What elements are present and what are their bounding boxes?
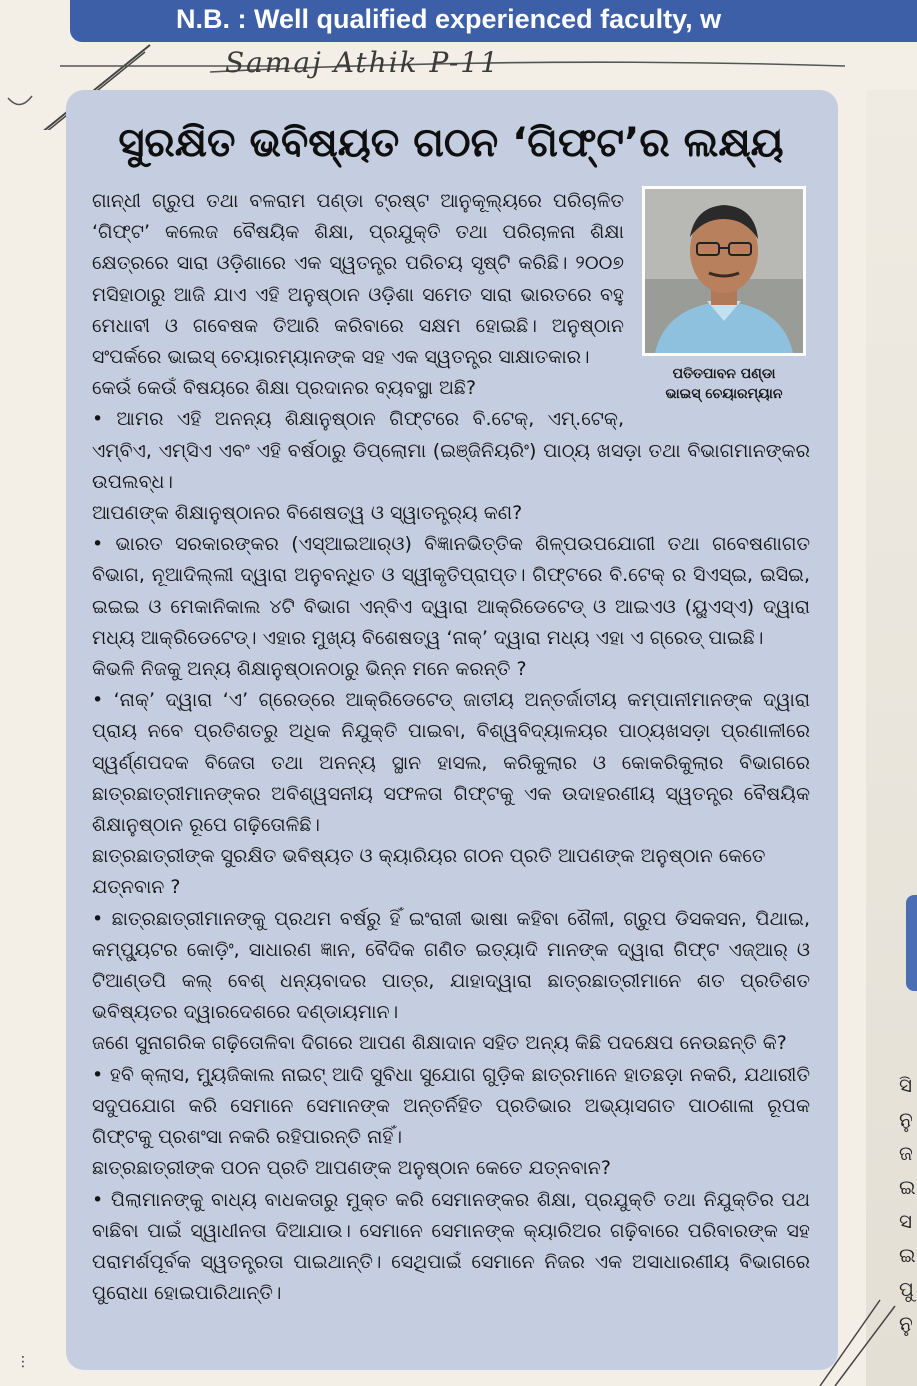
interview-question: ଛାତ୍ରଛାତ୍ରୀଙ୍କ ପଠନ ପ୍ରତି ଆପଣଙ୍କ ଅନୁଷ୍ଠାନ କେତେ ଯତ୍ନବାନ? bbox=[92, 1157, 611, 1180]
adjacent-column-text bbox=[899, 1068, 917, 1340]
edge-char: ନୁ bbox=[899, 1311, 913, 1335]
adjacent-blue-tab bbox=[906, 895, 917, 991]
article-intro: ଗାନ୍ଧୀ ଗ୍ରୁପ ତଥା ବଳରାମ ପଣ୍ଡା ଟ୍ରଷ୍ଟ ଆନୁକୂଲ୍ୟରେ ପରିଚାଳିତ ‘ଗିଫ୍ଟ’ କଲେଜ ବୈଷୟିକ ଶିକ୍ଷା, ପ୍ରଯୁକ୍ତି ତଥା ପରିଚାଳନା ଶିକ୍ଷା କ୍ଷେତ୍ରରେ ସାରା ଓଡ଼ିଶାରେ ଏକ ସ୍ୱତନ୍ତ୍ର ପରିଚୟ ସୃଷ୍ଟି କରିଛି। ୨୦୦୭ ମସିହାଠାରୁ ଆଜି ଯାଏ ଏହି ଅନୁଷ୍ଠାନ ଓଡ଼ିଶା ସମେତ ସାରା ଭାରତରେ ବହୁ ମେଧାବୀ ଓ ଗବେଷକ ତିଆରି କରିବାରେ ସକ୍ଷମ ହୋଇଛି। ଅନୁଷ୍ଠାନ ସଂପର୍କରେ ଭାଇସ୍ ଚେୟାରମ୍ୟାନଙ୍କ ସହ ଏକ ସ୍ୱତନ୍ତ୍ର ସାକ୍ଷାତକାର। bbox=[92, 190, 624, 369]
interview-answer: • ଛାତ୍ରଛାତ୍ରୀମାନଙ୍କୁ ପ୍ରଥମ ବର୍ଷରୁ ହିଁ ଇଂରାଜୀ ଭାଷା କହିବା ଶୈଳୀ, ଗ୍ରୁପ ଡିସକସନ, ପିଥାଇ, କମ୍ପ୍ୟୁଟର କୋଡ଼ିଂ, ସାଧାରଣ ଜ୍ଞାନ, ବୈଦିକ ଗଣିତ ଇତ୍ୟାଦି ମାନଙ୍କ ଦ୍ୱାରା ଗିଫ୍ଟ ଏଜ୍‌ଆର୍ ଓ ଟିଆଣ୍ଡପି କଲ୍ ବେଶ୍ ଧନ୍ୟବାଦର ପାତ୍ର, ଯାହାଦ୍ୱାରା ଛାତ୍ରଛାତ୍ରୀମାନେ ଶତ ପ୍ରତିଶତ ଭବିଷ୍ୟତର ଦ୍ୱାରଦେଶରେ ଦଣ୍ଡାୟମାନ। bbox=[92, 907, 810, 1024]
portrait-illustration bbox=[645, 189, 803, 353]
photo-caption-role: ଭାଇସ୍ ଚେୟାରମ୍ୟାନ bbox=[665, 386, 783, 402]
interview-question: ଛାତ୍ରଛାତ୍ରୀଙ୍କ ସୁରକ୍ଷିତ ଭବିଷ୍ୟତ ଓ କ୍ୟାରିୟର ଗଠନ ପ୍ରତି ଆପଣଙ୍କ ଅନୁଷ୍ଠାନ କେତେ ଯତ୍ନବାନ ? bbox=[92, 845, 766, 899]
interview-question: କେଉଁ କେଉଁ ବିଷୟରେ ଶିକ୍ଷା ପ୍ରଦାନର ବ୍ୟବସ୍ଥା ଅଛି? bbox=[92, 377, 477, 400]
edge-char: ସ bbox=[899, 1209, 913, 1233]
interview-answer: • ହବି କ୍ଲାସ, ମ୍ୟୁଜିକାଲ ନାଇଟ୍ ଆଦି ସୁବିଧା ସୁଯୋଗ ଗୁଡ଼ିକ ଛାତ୍ରମାନେ ହାତଛଡ଼ା ନକରି, ଯଥାରୀତି ସଦୁପଯୋଗ କରି ସେମାନେ ସେମାନଙ୍କ ଅନ୍ତର୍ନିହିତ ପ୍ରତିଭାର ଅଭ୍ୟାସଗତ ପାଠଶାଳା ରୂପକ ଗିଫ୍ଟକୁ ପ୍ରଶଂସା ନକରି ରହିପାରନ୍ତି ନାହିଁ। bbox=[92, 1063, 810, 1149]
interview-question: ଆପଣଙ୍କ ଶିକ୍ଷାନୁଷ୍ଠାନର ବିଶେଷତ୍ୱ ଓ ସ୍ୱାତନ୍ତ୍ର୍ୟ କଣ? bbox=[92, 502, 523, 525]
interview-answer: • ‘ନାକ୍’ ଦ୍ୱାରା ‘ଏ’ ଗ୍ରେଡ୍‌ରେ ଆକ୍ରିଡେଟେଡ୍ ଜାତୀୟ ଅନ୍ତର୍ଜାତୀୟ କମ୍ପାନୀମାନଙ୍କ ଦ୍ୱାରା ପ୍ରାୟ ନବେ ପ୍ରତିଶତରୁ ଅଧିକ ନିଯୁକ୍ତି ପାଇବା, ବିଶ୍ୱବିଦ୍ୟାଳୟର ପାଠ୍ୟଖସଡ଼ା ପ୍ରଣାଳୀରେ ସ୍ୱର୍ଣ୍ଣପଦକ ବିଜେତା ତଥା ଅନନ୍ୟ ସ୍ଥାନ ହାସଲ, କରିକୁଲାର ଓ କୋକରିକୁଲାର ବିଭାଗରେ ଛାତ୍ରଛାତ୍ରୀମାନଙ୍କର ଅବିଶ୍ୱସନୀୟ ସଫଳତା ଗିଫ୍ଟକୁ ଏକ ଉଦାହରଣୀୟ ସ୍ୱତନ୍ତ୍ର ବୈଷୟିକ ଶିକ୍ଷାନୁଷ୍ଠାନ ରୂପେ ଗଢ଼ିତୋଳିଛି। bbox=[92, 689, 810, 837]
edge-char: ଜ bbox=[899, 1141, 913, 1165]
edge-char: ଇ bbox=[899, 1243, 916, 1267]
portrait-photo bbox=[642, 186, 806, 356]
interview-answer: • ଭାରତ ସରକାରଙ୍କର (ଏସ୍‌ଆଇଆର୍‌ଓ) ବିଜ୍ଞାନଭିତ୍ତିକ ଶିଳ୍ପଉପଯୋଗୀ ତଥା ଗବେଷଣାଗତ ବିଭାଗ, ନୂଆଦିଲ୍ଲୀ ଦ୍ୱାରା ଅନୁବନ୍ଧିତ ଓ ସ୍ୱୀକୃତିପ୍ରାପ୍ତ। ଗିଫ୍ଟରେ ବି.ଟେକ୍ ର ସିଏସ୍‌ଇ, ଇସିଇ, ଇଇଇ ଓ ମେକାନିକାଲ ୪ଟି ବିଭାଗ ଏନ୍‌ବିଏ ଦ୍ୱାରା ଆକ୍ରିଡେଟେଡ୍ ଓ ଆଇଏଓ (ୟୁଏସ୍‌ଏ) ଦ୍ୱାରା ମଧ୍ୟ ଆକ୍ରିଡେଟେଡ୍। ଏହାର ମୁଖ୍ୟ ବିଶେଷତ୍ୱ ‘ନାକ୍’ ଦ୍ୱାରା ମଧ୍ୟ ଏହା ଏ ଗ୍ରେଡ୍ ପାଇଛି। bbox=[92, 533, 810, 649]
interview-answer: • ଆମର ଏହି ଅନନ୍ୟ ଶିକ୍ଷାନୁଷ୍ଠାନ ଗିଫ୍ଟରେ ବି.ଟେକ୍, ଏମ୍.ଟେକ୍, ଏମ୍‌ବିଏ, ଏମ୍‌ସିଏ ଏବଂ ଏହି ବର୍ଷଠାରୁ ଡିପ୍ଲୋମା (ଇଞ୍ଜିନିୟରିଂ) ପାଠ୍ୟ ଖସଡ଼ା ତଥା ବିଭାଗମାନଙ୍କର ଉପଲବ୍ଧ। bbox=[92, 408, 810, 493]
interview-answer: • ପିଲାମାନଙ୍କୁ ବାଧ୍ୟ ବାଧକତାରୁ ମୁକ୍ତ କରି ସେମାନଙ୍କର ଶିକ୍ଷା, ପ୍ରଯୁକ୍ତି ତଥା ନିଯୁକ୍ତିର ପଥ ବାଛିବା ପାଇଁ ସ୍ୱାଧୀନତା ଦିଆଯାଉ। ସେମାନେ ସେମାନଙ୍କ କ୍ୟାରିଅର ଗଢ଼ିବାରେ ପରିବାରଙ୍କ ସହ ପରାମର୍ଶପୂର୍ବକ ସ୍ୱତନ୍ତ୍ରତା ପାଇଥାନ୍ତି। ସେଥିପାଇଁ ସେମାନେ ନିଜର ଏକ ଅସାଧାରଣୀୟ ବିଭାଗରେ ପୁରୋଧା ହୋଇପାରିଥାନ୍ତି। bbox=[92, 1188, 810, 1305]
handwritten-note: Samaj Athik P-11 bbox=[225, 46, 500, 79]
article-box bbox=[66, 90, 838, 1370]
portrait-figure bbox=[638, 186, 810, 404]
article-title: ସୁରକ୍ଷିତ ଭବିଷ୍ୟତ ଗଠନ ‘ଗିଫ୍ଟ’ର ଲକ୍ଷ୍ୟ bbox=[118, 120, 784, 166]
interview-question: କିଭଳି ନିଜକୁ ଅନ୍ୟ ଶିକ୍ଷାନୁଷ୍ଠାନଠାରୁ ଭିନ୍ନ ମନେ କରନ୍ତି ? bbox=[92, 658, 527, 681]
photo-caption-name: ପତିତପାବନ ପଣ୍ଡା bbox=[672, 366, 776, 382]
edge-char: ନୁ bbox=[899, 1107, 913, 1131]
margin-dots: ⋮ bbox=[16, 1354, 30, 1370]
edge-char: ଇ bbox=[899, 1175, 916, 1199]
edge-char: ପୁ bbox=[899, 1277, 914, 1301]
interview-question: ଜଣେ ସୁନାଗରିକ ଗଢ଼ିତୋଳିବା ଦିଗରେ ଆପଣ ଶିକ୍ଷାଦାନ ସହିତ ଅନ୍ୟ କିଛି ପଦକ୍ଷେପ ନେଉଛନ୍ତି କି? bbox=[92, 1032, 787, 1055]
edge-char: ସି bbox=[899, 1073, 913, 1097]
top-banner: N.B. : Well qualified experienced faculty, w bbox=[70, 0, 917, 42]
